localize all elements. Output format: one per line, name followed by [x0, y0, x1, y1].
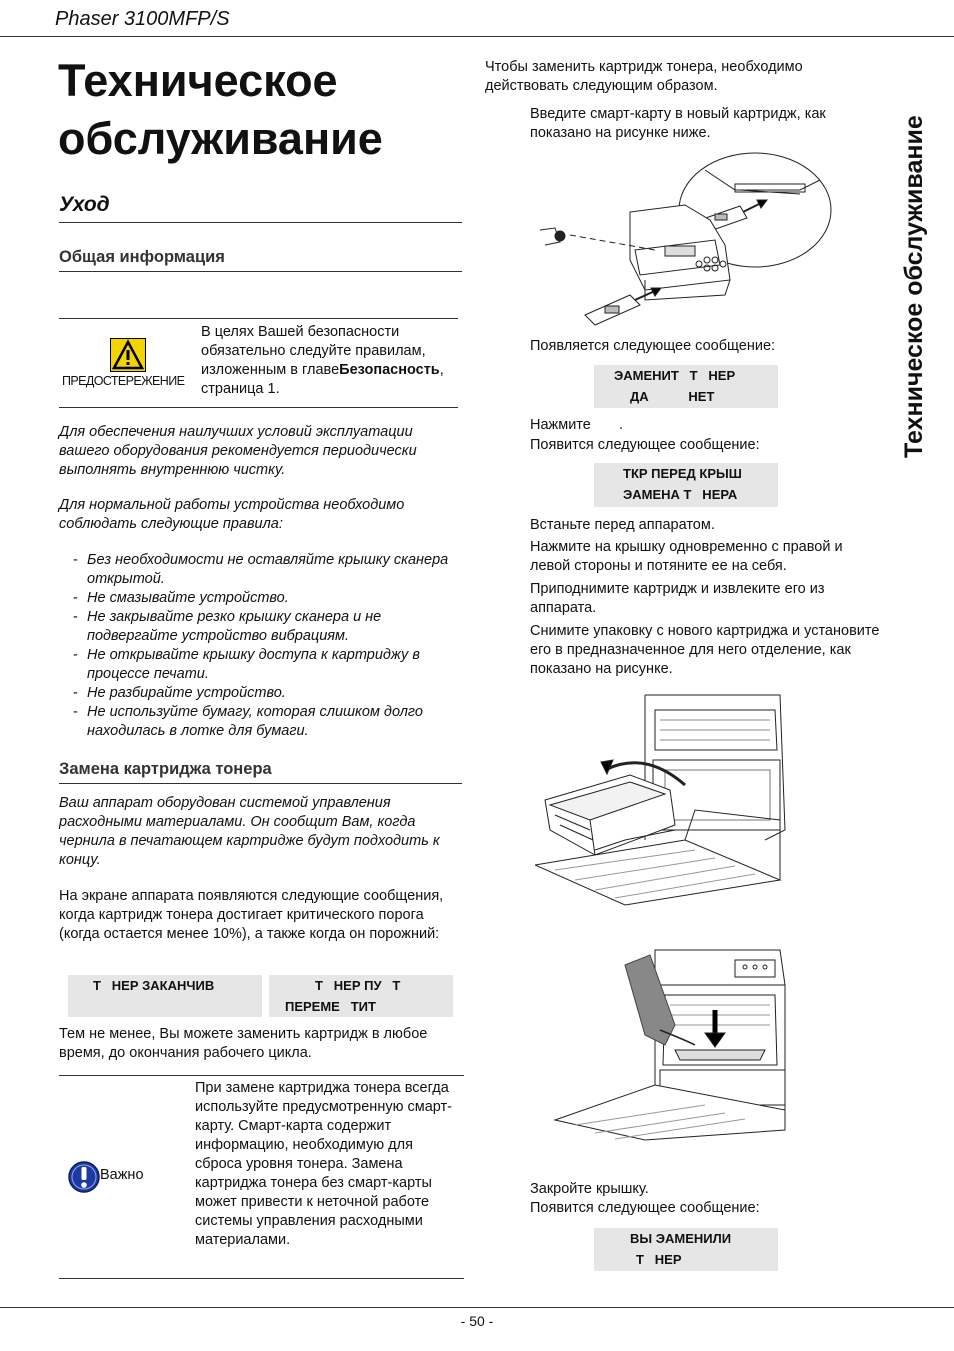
model-name: Phaser 3100MFP/S	[55, 8, 230, 30]
step-install-cartridge: Снимите упаковку с нового картриджа и установите его в предназначенное для него отделение, как показано на рисунке.	[530, 623, 880, 677]
side-tab-title: Техническое обслуживание	[900, 115, 928, 458]
lcd-replace-toner	[594, 365, 778, 408]
list-item: - Не закрывайте резко крышку сканера и не подвергайте устройство вибрациям.	[59, 608, 464, 646]
toner-paragraph-2: На экране аппарата появляются следующие сообщения, когда картридж тонера достигает критического порога (когда остается менее 10%), а также когда он порожний:	[59, 888, 444, 942]
important-icon	[68, 1161, 100, 1193]
lcd-line: ПЕРЕМЕ ТИТ	[285, 999, 376, 1014]
warning-top-rule	[59, 318, 458, 319]
step-open-cover: Нажмите на крышку одновременно с правой и левой стороны и потяните ее на себя.	[530, 539, 843, 574]
section-heading: Уход	[59, 193, 110, 216]
rules-list	[59, 551, 464, 741]
page-title: Техническое обслуживание	[58, 55, 383, 164]
section-rule	[59, 222, 462, 223]
warning-text	[201, 323, 457, 399]
lcd-toner-empty	[269, 975, 453, 1017]
cartridge-install-figure	[535, 690, 835, 910]
lcd-replaced-toner	[594, 1228, 778, 1271]
message-label-3: Появится следующее сообщение:	[530, 1200, 760, 1216]
toner-paragraph-3: Тем не менее, Вы можете заменить картридж в любое время, до окончания рабочего цикла.	[59, 1026, 428, 1061]
lcd-line: ДА НЕТ	[630, 389, 715, 404]
header-rule	[0, 36, 954, 37]
toner-paragraph-1: Ваш аппарат оборудован системой управления расходными материалами. Он сообщит Вам, когда чернила в печатающем картридже будут подходить к концу.	[59, 795, 440, 868]
list-item: - Не смазывайте устройство.	[59, 589, 464, 608]
close-cover-figure	[535, 945, 835, 1145]
toner-rule	[59, 783, 462, 784]
lcd-toner-low	[68, 975, 262, 1017]
step-remove-cartridge: Приподнимите картридж и извлеките его из аппарата.	[530, 581, 825, 616]
warning-icon	[110, 338, 146, 372]
warning-text-link: Безопасность	[339, 362, 440, 378]
message-label-1: Появляется следующее сообщение:	[530, 338, 776, 354]
important-label: Важно	[100, 1167, 144, 1183]
warning-bottom-rule	[59, 407, 458, 408]
lcd-line: Т НЕР ПУ Т	[315, 978, 401, 993]
lcd-line: ЭАМЕНА Т НЕРА	[623, 487, 738, 502]
general-paragraph-1: Для обеспечения наилучших условий эксплуатации вашего оборудования рекомендуется периодически выполнять внутреннюю чистку.	[59, 424, 417, 478]
smartcard-figure	[535, 150, 835, 330]
important-bottom-rule	[59, 1278, 464, 1279]
step-close-cover: Закройте крышку.	[530, 1181, 649, 1197]
press-instruction: Нажмите .	[530, 417, 624, 433]
list-item: - Не используйте бумагу, которая слишком долго находилась в лотке для бумаги.	[59, 703, 464, 741]
toner-heading: Замена картриджа тонера	[59, 760, 272, 778]
list-item: - Не открывайте крышку доступа к картриджу в процессе печати.	[59, 646, 464, 684]
lcd-line: Т НЕР	[636, 1252, 682, 1267]
step-insert-card: Введите смарт-карту в новый картридж, как показано на рисунке ниже.	[530, 106, 826, 141]
list-item: - Не разбирайте устройство.	[59, 684, 464, 703]
step-stand: Встаньте перед аппаратом.	[530, 517, 715, 533]
lcd-open-cover	[594, 463, 778, 507]
lcd-line: ВЫ ЭАМЕНИЛИ	[630, 1231, 732, 1246]
footer-rule	[0, 1307, 954, 1308]
right-intro: Чтобы заменить картридж тонера, необходимо действовать следующим образом.	[485, 59, 803, 94]
general-heading: Общая информация	[59, 248, 225, 266]
message-label-2: Появится следующее сообщение:	[530, 437, 760, 453]
warning-label: ПРЕДОСТЕРЕЖЕНИЕ	[62, 374, 185, 388]
lcd-line: Т НЕР ЗАКАНЧИВ	[93, 978, 215, 993]
lcd-line: ЭАМЕНИТ Т НЕР	[614, 368, 736, 383]
general-rule	[59, 271, 462, 272]
warning-text-post: , страница 1.	[201, 362, 444, 397]
important-text: При замене картриджа тонера всегда используйте предусмотренную смарт-карту. Смарт-карта содержит информацию, необходимую для сброса уровня тонера. Замена картриджа тонера без смарт-карты может привести к неточной работе системы управления расходными материалами.	[195, 1080, 452, 1248]
lcd-line: ТКР ПЕРЕД КРЫШ	[623, 466, 742, 481]
list-item: - Без необходимости не оставляйте крышку сканера открытой.	[59, 551, 464, 589]
important-top-rule	[59, 1075, 464, 1076]
general-paragraph-2: Для нормальной работы устройства необходимо соблюдать следующие правила:	[59, 497, 405, 532]
warning-text-pre: В целях Вашей безопасности обязательно следуйте правилам, изложенным в главе	[201, 324, 426, 378]
page-number: - 50 -	[460, 1313, 494, 1329]
